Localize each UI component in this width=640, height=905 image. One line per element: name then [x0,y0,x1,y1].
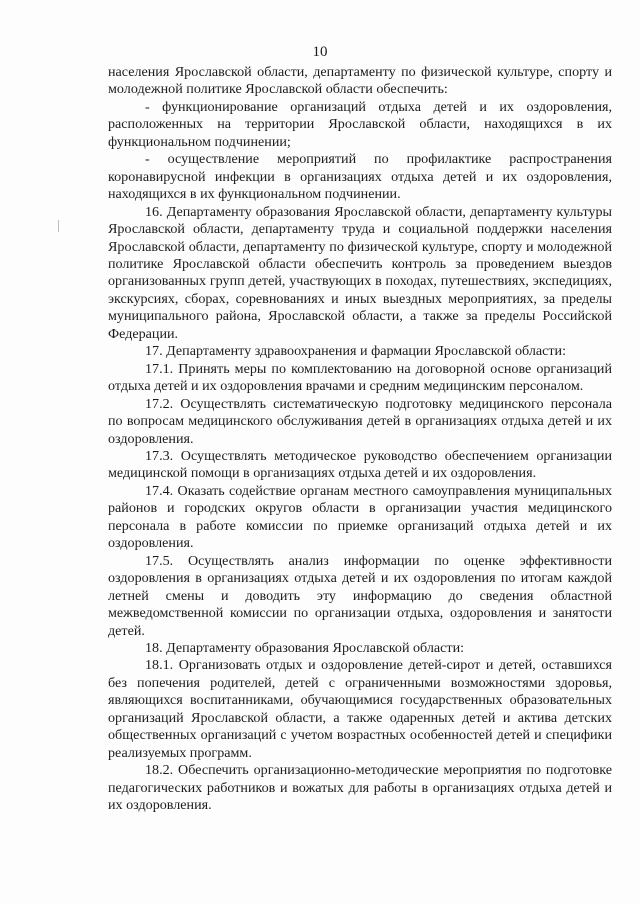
paragraph-clause-17-2: 17.2. Осуществлять систематическую подготовку медицинского персонала по вопросам медицинского обслуживания детей в организациях отдыха детей и их оздоровления. [108,395,612,447]
paragraph-clause-17-5: 17.5. Осуществлять анализ информации по оценке эффективности оздоровления в организациях отдыха детей и их оздоровления по итогам каждой летней смены и доводить эту информацию до сведения областной межведомственной комиссии по организации отдыха, оздоровления и занятости детей. [108,552,612,639]
paragraph-clause-16: 16. Департаменту образования Ярославской области, департаменту культуры Ярославской области, департаменту труда и социальной поддержки населения Ярославской области, департаменту по физической культуре, спорту и молодежной политике Ярославской области обеспечить контроль за проведением выездов организованных групп детей, участвующих в походах, путешествиях, экспедициях, экскурсиях, сборах, соревнованиях и иных выездных мероприятиях, за пределы муниципального района, Ярославской области, а также за пределы Российской Федерации. [108,203,612,342]
paragraph-list-item: - функционирование организаций отдыха детей и их оздоровления, расположенных на территории Ярославской области, находящихся в их функциональном подчинении; [108,98,612,150]
paragraph-clause-17: 17. Департаменту здравоохранения и фармации Ярославской области: [145,343,567,360]
page-number: 10 [312,44,328,60]
paragraph-continuation: населения Ярославской области, департаменту по физической культуре, спорту и молодежной политике Ярославской области обеспечить: [108,64,612,98]
document-body [108,64,612,814]
paragraph-clause-18: 18. Департаменту образования Ярославской области: [145,639,465,656]
scan-margin-mark [58,220,59,232]
paragraph-list-item: - осуществление мероприятий по профилактике распространения коронавирусной инфекции в организациях отдыха детей и их оздоровления, находящихся в их функциональном подчинении. [108,151,612,203]
paragraph-clause-17-3: 17.3. Осуществлять методическое руководство обеспечением организации медицинской помощи в организациях отдыха детей и их оздоровления. [108,447,612,482]
paragraph-clause-17-1: 17.1. Принять меры по комплектованию на договорной основе организаций отдыха детей и их оздоровления врачами и средним медицинским персоналом. [108,360,612,395]
paragraph-clause-18-2: 18.2. Обеспечить организационно-методические мероприятия по подготовке педагогических работников и вожатых для работы в организациях отдыха детей и их оздоровления. [108,762,612,814]
paragraph-clause-17-4: 17.4. Оказать содействие органам местного самоуправления муниципальных районов и городских округов области в организации участия медицинского персонала в работе комиссии по приемке организаций отдыха детей и их оздоровления. [108,482,612,552]
paragraph-clause-18-1: 18.1. Организовать отдых и оздоровление детей-сирот и детей, оставшихся без попечения родителей, детей с ограниченными возможностями здоровья, являющихся воспитанниками, обучающимися государственных образовательных организаций Ярославской области, а также одаренных детей и актива детских общественных организаций с учетом возрастных особенностей детей и специфики реализуемых программ. [108,657,612,761]
